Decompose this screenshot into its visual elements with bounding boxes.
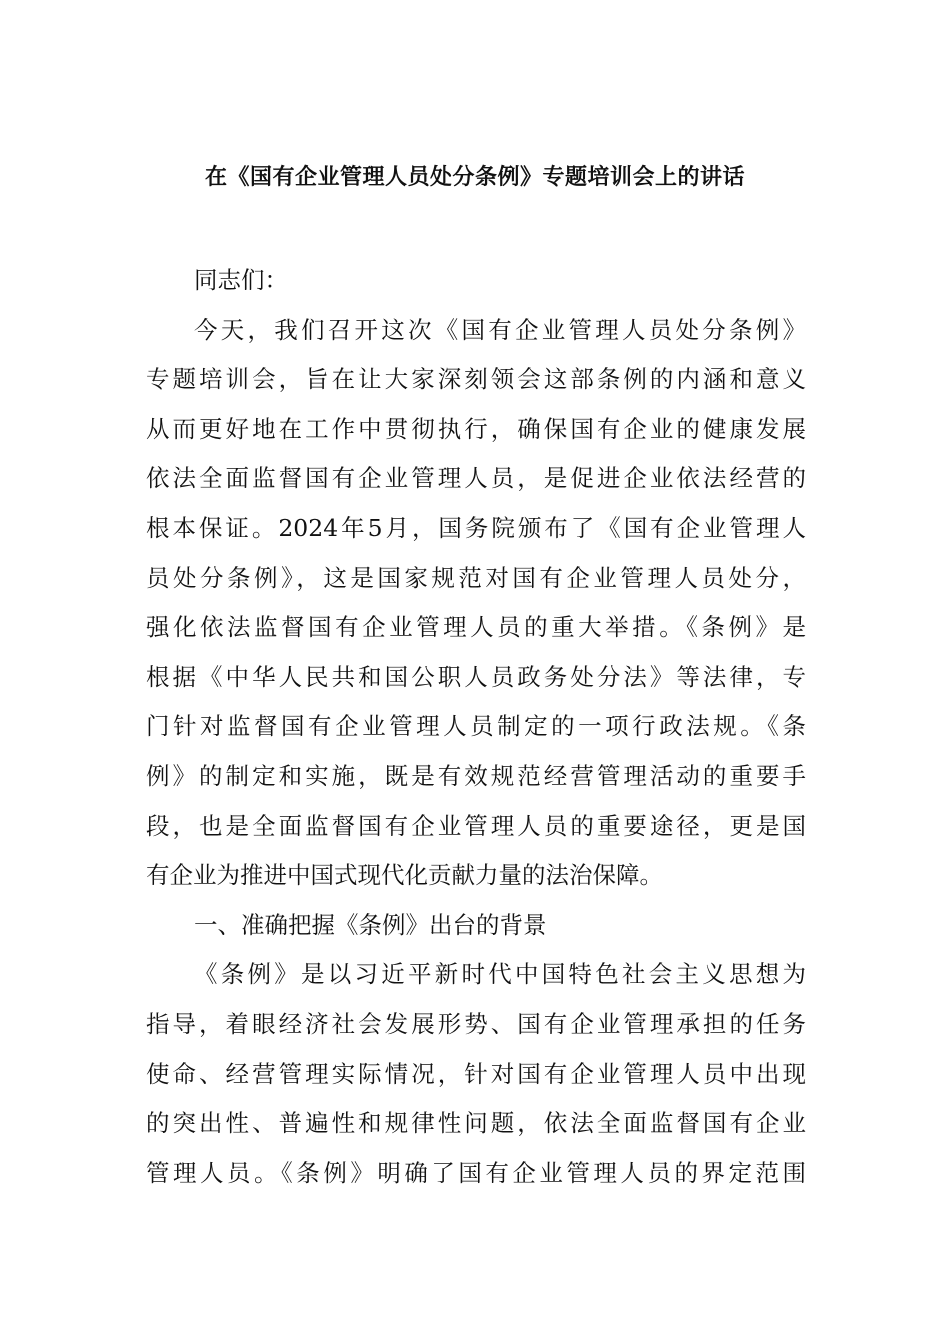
paragraph-line: 门针对监督国有企业管理人员制定的一项行政法规。《条 bbox=[146, 712, 806, 741]
paragraph-line: 指导，着眼经济社会发展形势、国有企业管理承担的任务 bbox=[146, 1009, 806, 1038]
paragraph-line: 例》的制定和实施，既是有效规范经营管理活动的重要手 bbox=[146, 761, 806, 790]
document-body bbox=[146, 256, 806, 1198]
paragraph-line: 员处分条例》，这是国家规范对国有企业管理人员处分， bbox=[146, 563, 806, 592]
paragraph-line: 的突出性、普遍性和规律性问题，依法全面监督国有企业 bbox=[146, 1109, 806, 1138]
section-heading: 一、准确把握《条例》出台的背景 bbox=[194, 910, 547, 939]
paragraph-line: 使命、经营管理实际情况，针对国有企业管理人员中出现 bbox=[146, 1059, 806, 1088]
paragraph-line: 管理人员。《条例》明确了国有企业管理人员的界定范围 bbox=[146, 1158, 806, 1187]
paragraph-line: 从而更好地在工作中贯彻执行，确保国有企业的健康发展 bbox=[146, 414, 806, 443]
salutation: 同志们： bbox=[194, 266, 288, 294]
paragraph-line: 根据《中华人民共和国公职人员政务处分法》等法律，专 bbox=[146, 662, 806, 691]
paragraph-line: 根本保证。2024年5月，国务院颁布了《国有企业管理人 bbox=[146, 513, 806, 542]
paragraph-line: 依法全面监督国有企业管理人员，是促进企业依法经营的 bbox=[146, 464, 806, 493]
paragraph-line: 今天，我们召开这次《国有企业管理人员处分条例》 bbox=[194, 315, 806, 344]
paragraph-line: 段，也是全面监督国有企业管理人员的重要途径，更是国 bbox=[146, 811, 806, 840]
paragraph-line: 有企业为推进中国式现代化贡献力量的法治保障。 bbox=[146, 861, 663, 890]
paragraph-line: 强化依法监督国有企业管理人员的重大举措。《条例》是 bbox=[146, 613, 806, 642]
paragraph-line: 《条例》是以习近平新时代中国特色社会主义思想为 bbox=[194, 960, 806, 989]
document-title: 在《国有企业管理人员处分条例》专题培训会上的讲话 bbox=[204, 165, 745, 190]
paragraph-line: 专题培训会，旨在让大家深刻领会这部条例的内涵和意义 bbox=[146, 365, 806, 394]
